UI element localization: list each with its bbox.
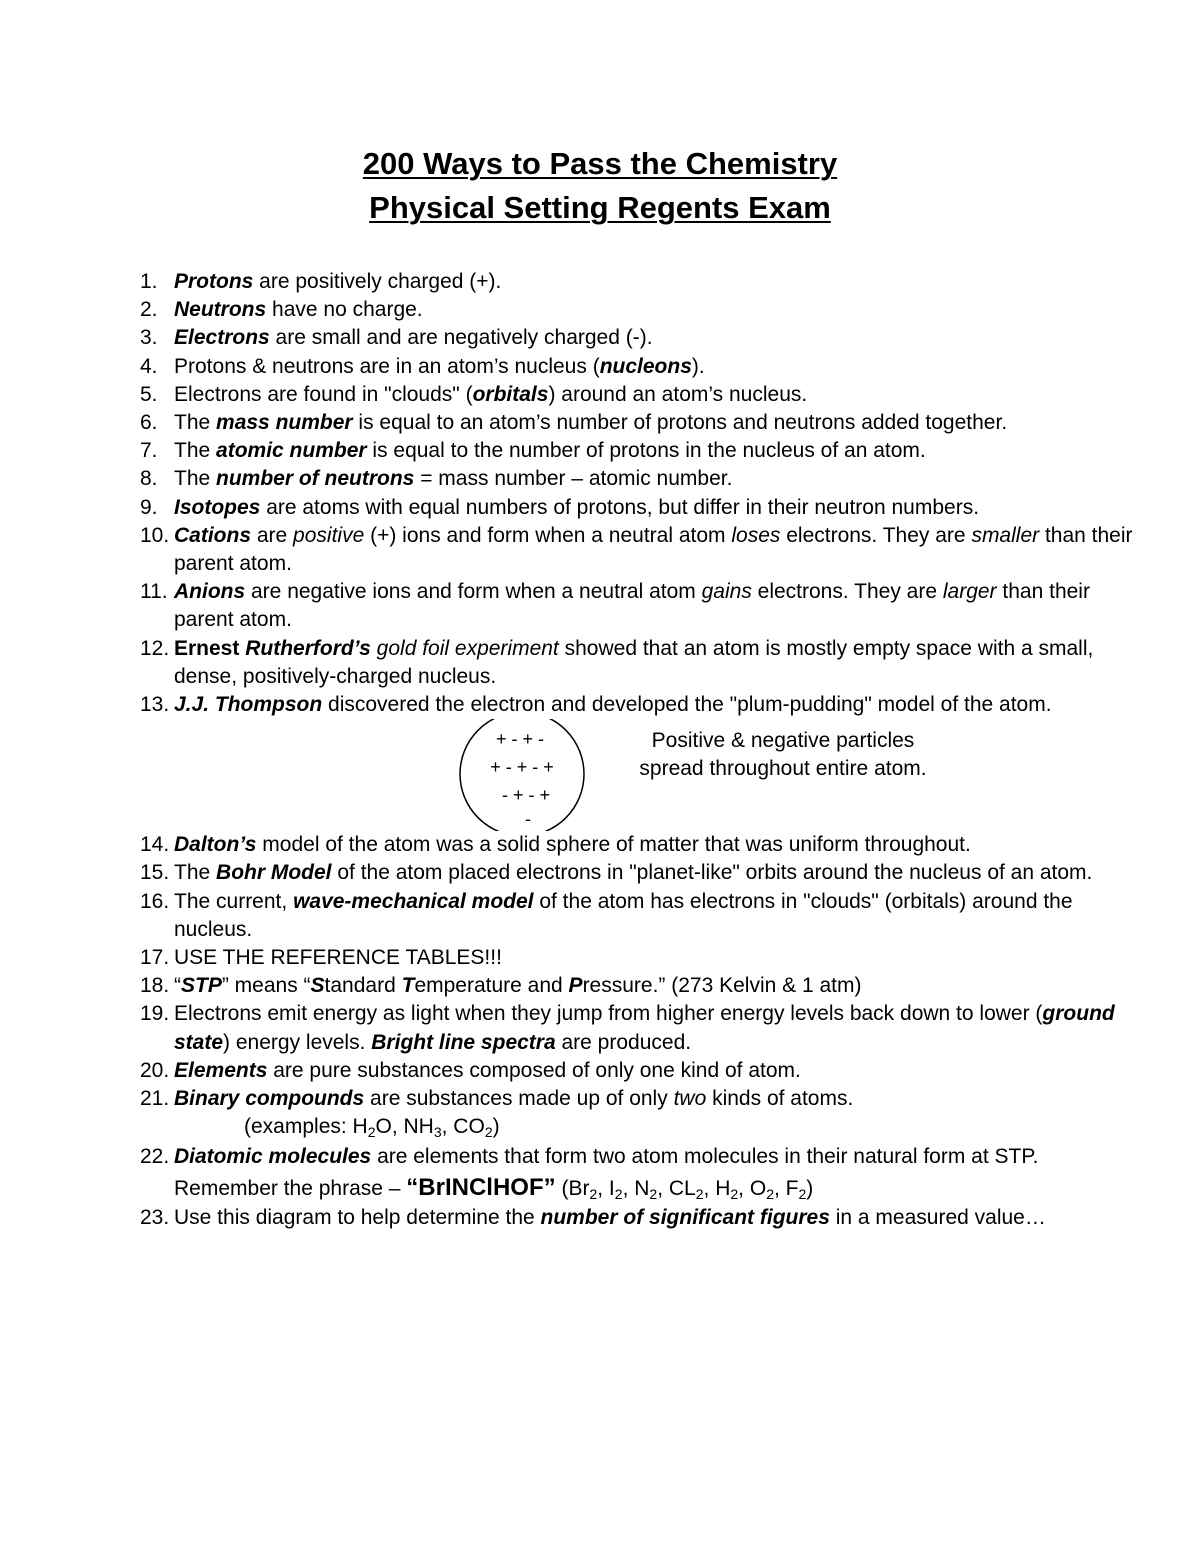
item-text: are	[251, 523, 294, 547]
item-number: 10.	[140, 523, 170, 547]
item-text: The current,	[174, 889, 294, 913]
subscript: 2	[484, 1124, 493, 1141]
term: number of neutrons	[216, 467, 415, 491]
list-item-15	[140, 859, 1140, 887]
term: Neutrons	[174, 298, 267, 322]
item-number: 20.	[140, 1058, 170, 1082]
item-text: are negative ions and form when a neutral atom	[245, 580, 702, 604]
item-number: 16.	[140, 889, 170, 913]
formula-text: (Br	[555, 1177, 590, 1201]
list-item-16	[140, 888, 1140, 944]
item-text: are produced.	[555, 1030, 692, 1054]
term: number of significant figures	[540, 1206, 830, 1230]
item-text: “	[174, 974, 181, 998]
subscript: 2	[589, 1186, 598, 1203]
term: Binary compounds	[174, 1087, 365, 1111]
item-text: electrons. They are	[751, 580, 943, 604]
item-number: 15.	[140, 861, 170, 885]
subscript: 2	[614, 1186, 623, 1203]
item-text: (+) ions and form when a neutral atom	[364, 523, 732, 547]
item-text: Electrons emit energy as light when they jump from higher energy levels back down to lower (	[174, 1002, 1043, 1026]
subscript: 2	[695, 1186, 704, 1203]
emphasis: loses	[731, 523, 781, 547]
item-text: are substances made up of only	[364, 1087, 674, 1111]
item-text: are atoms with equal numbers of protons, but differ in their neutron numbers.	[260, 495, 980, 519]
item-text: than their parent atom.	[174, 580, 1090, 632]
formula-text: , N	[622, 1177, 650, 1201]
item-text: Electrons are found in "clouds" (	[174, 382, 473, 406]
term: Isotopes	[174, 495, 261, 519]
item-text: The	[174, 467, 217, 491]
term: Dalton’s	[174, 833, 257, 857]
item-text: Use this diagram to help determine the	[174, 1206, 541, 1230]
item-text: discovered the electron and developed the "plum-pudding" model of the atom.	[322, 693, 1052, 717]
item-text: ) around an atom’s nucleus.	[548, 382, 808, 406]
item-number: 8.	[140, 467, 158, 491]
item-number: 18.	[140, 974, 170, 998]
emphasis: positive	[293, 523, 365, 547]
item-text: are small and are negatively charged (-).	[269, 326, 653, 350]
list-item-21	[140, 1085, 1140, 1141]
list-item-3	[140, 324, 1140, 352]
list-item-9	[140, 494, 1140, 522]
item-text: The	[174, 411, 217, 435]
item-number: 2.	[140, 298, 158, 322]
list-item-17	[140, 944, 1140, 972]
item-number: 4.	[140, 354, 158, 378]
example-text: )	[492, 1115, 500, 1139]
formula-text: , CL	[657, 1177, 696, 1201]
list-item-20	[140, 1057, 1140, 1085]
subscript: 2	[367, 1124, 376, 1141]
item-number: 11.	[140, 580, 168, 604]
subscript: 2	[798, 1186, 807, 1203]
mnemonic-phrase: “BrINClHOF”	[406, 1174, 556, 1202]
item-text: are elements that form two atom molecules in their natural form at STP. Remember the phrase –	[174, 1145, 1039, 1201]
term: atomic number	[216, 439, 367, 463]
item-text: kinds of atoms.	[706, 1087, 854, 1111]
subscript: 2	[766, 1186, 774, 1203]
title-line-1: 200 Ways to Pass the Chemistry	[362, 146, 838, 181]
list-item-23	[140, 1204, 1140, 1232]
item-number: 7.	[140, 439, 158, 463]
term: mass number	[216, 411, 353, 435]
plum-pudding-atom	[452, 719, 592, 831]
item-text: is equal to an atom’s number of protons and neutrons added together.	[352, 411, 1008, 435]
charge-row-3: - + - +	[501, 785, 551, 806]
item-number: 12.	[140, 636, 170, 660]
item-number: 19.	[140, 1002, 170, 1026]
subscript: 2	[649, 1186, 658, 1203]
list-item-11	[140, 578, 1140, 634]
list-item-1	[140, 268, 1140, 296]
emphasis: larger	[942, 580, 997, 604]
subscript: 3	[433, 1124, 442, 1141]
item-number: 22.	[140, 1145, 170, 1169]
plum-pudding-diagram	[140, 719, 1140, 831]
diagram-caption: Positive & negative particles spread throughout entire atom.	[639, 729, 927, 781]
list-item-6	[140, 409, 1140, 437]
item-text: have no charge.	[266, 298, 423, 322]
item-text: are pure substances composed of only one kind of atom.	[267, 1058, 801, 1082]
term-letter: S	[310, 974, 325, 998]
item-text: The	[174, 439, 217, 463]
facts-list	[140, 268, 1140, 1233]
item-number: 14.	[140, 833, 170, 857]
emphasis: gains	[701, 580, 752, 604]
term: Electrons	[174, 326, 270, 350]
term: Rutherford’s	[245, 636, 371, 660]
term: Anions	[174, 580, 246, 604]
item-text: ” means “	[221, 974, 311, 998]
item-text: is equal to the number of protons in the nucleus of an atom.	[366, 439, 926, 463]
list-item-19	[140, 1000, 1140, 1056]
item-text: model of the atom was a solid sphere of matter that was uniform throughout.	[256, 833, 971, 857]
emphasis: two	[673, 1087, 707, 1111]
term: Bohr Model	[216, 861, 332, 885]
list-item-7	[140, 437, 1140, 465]
item-text: USE THE REFERENCE TABLES!!!	[174, 946, 502, 970]
examples-line	[174, 1113, 1140, 1141]
item-number: 17.	[140, 946, 170, 970]
list-item-12	[140, 635, 1140, 691]
item-number: 5.	[140, 382, 158, 406]
item-text: tandard	[324, 974, 402, 998]
item-text: showed that an atom is mostly empty space with a small, dense, positively-charged nucleus.	[174, 636, 1094, 688]
item-text: of the atom placed electrons in "planet-like" orbits around the nucleus of an atom.	[331, 861, 1093, 885]
document-title	[0, 142, 1200, 230]
term-letter: T	[401, 974, 415, 998]
item-number: 23.	[140, 1206, 170, 1230]
item-number: 13.	[140, 693, 170, 717]
list-item-14	[140, 831, 1140, 859]
item-text: electrons. They are	[780, 523, 972, 547]
item-number: 6.	[140, 411, 158, 435]
term: Cations	[174, 523, 252, 547]
item-number: 1.	[140, 270, 158, 293]
item-text: in a measured value…	[829, 1206, 1046, 1230]
example-text: O, NH	[375, 1115, 434, 1139]
item-number: 21.	[140, 1087, 170, 1111]
term: wave-mechanical model	[293, 889, 534, 913]
formula-text: , O	[738, 1177, 767, 1201]
list-item-13	[140, 691, 1140, 719]
list-item-8	[140, 465, 1140, 493]
item-number: 3.	[140, 326, 158, 350]
list-item-2	[140, 296, 1140, 324]
item-text: ressure.” (273 Kelvin & 1 atm)	[582, 974, 862, 998]
emphasis: gold foil experiment	[376, 636, 559, 660]
charge-row-2: + - + - +	[490, 757, 554, 778]
item-text: than their parent atom.	[174, 523, 1133, 576]
list-item-22	[140, 1141, 1140, 1204]
charge-row-4: -	[525, 809, 531, 830]
item-text: ).	[691, 354, 705, 378]
term: Protons	[174, 270, 254, 293]
formula-text: )	[806, 1177, 814, 1201]
item-number: 9.	[140, 495, 158, 519]
formula-text: , I	[597, 1177, 615, 1201]
item-text: = mass number – atomic number.	[414, 467, 733, 491]
list-item-4	[140, 353, 1140, 381]
term: orbitals	[472, 382, 549, 406]
item-text: are positively charged (+).	[253, 270, 502, 293]
term: J.J. Thompson	[174, 693, 323, 717]
item-text: emperature and	[414, 974, 569, 998]
list-item-18	[140, 972, 1140, 1000]
term: STP	[181, 974, 222, 998]
term-letter: P	[568, 974, 583, 998]
item-text: The	[174, 861, 217, 885]
formula-text: , F	[773, 1177, 799, 1201]
list-item-10	[140, 522, 1140, 578]
subscript: 2	[730, 1186, 739, 1203]
list-item-5	[140, 381, 1140, 409]
title-line-2: Physical Setting Regents Exam	[369, 190, 831, 225]
example-text: (examples: H	[244, 1115, 368, 1139]
term: Diatomic molecules	[174, 1145, 372, 1169]
item-text: Protons & neutrons are in an atom’s nucleus (	[174, 354, 600, 378]
term: nucleons	[599, 354, 692, 378]
example-text: , CO	[441, 1115, 485, 1139]
item-text: of the atom has electrons in "clouds" (orbitals) around the nucleus.	[174, 889, 1073, 941]
term: ground state	[174, 1002, 1115, 1054]
term: Bright line spectra	[371, 1030, 556, 1054]
item-text: ) energy levels.	[223, 1030, 372, 1054]
charge-row-1: + - + -	[495, 729, 545, 750]
formula-text: , H	[703, 1177, 731, 1201]
term: Elements	[174, 1058, 268, 1082]
emphasis: smaller	[971, 523, 1040, 547]
term-first-name: Ernest	[174, 636, 246, 660]
